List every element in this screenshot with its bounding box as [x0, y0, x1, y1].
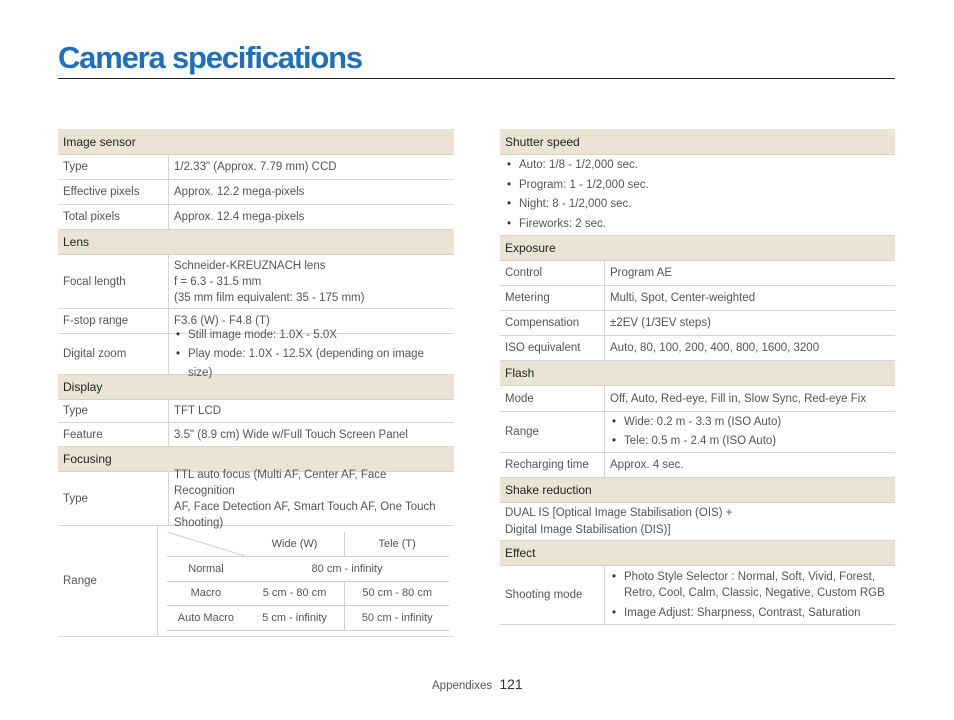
bullet-line: Retro, Cool, Calm, Classic, Negative, Custom RGB — [624, 587, 885, 599]
spec-row — [500, 261, 895, 286]
spec-value: ±2EV (1/3EV steps) — [610, 317, 711, 329]
range-table-row — [167, 582, 449, 607]
range-value: 5 cm - infinity — [262, 611, 327, 624]
spec-label: Focal length — [58, 255, 169, 308]
bullet-item: • Image Adjust: Sharpness, Contrast, Saturation — [610, 605, 890, 621]
value-line: (35 mm film equivalent: 35 - 175 mm) — [174, 291, 365, 304]
spec-row — [500, 311, 895, 336]
bullet-line: Photo Style Selector : Normal, Soft, Vivid, Forest, — [624, 571, 875, 583]
spec-label: Type — [58, 472, 169, 525]
bullet-item: • Play mode: 1.0X - 12.5X (depending on image size) — [174, 345, 449, 383]
range-table-corner — [167, 532, 245, 556]
range-value: 5 cm - 80 cm — [262, 587, 327, 600]
spec-row — [500, 286, 895, 311]
bullet-item — [610, 569, 890, 601]
spec-label: Range — [500, 412, 605, 452]
spec-label: Effective pixels — [58, 180, 169, 204]
spec-value — [169, 255, 454, 308]
bullet-list — [505, 156, 890, 234]
spec-value — [605, 566, 895, 624]
bullet-list — [174, 326, 449, 383]
spec-value: F3.6 (W) - F4.8 (T) — [174, 315, 270, 327]
spec-label: F-stop range — [58, 309, 169, 333]
section-header-shake-reduction: Shake reduction — [500, 478, 895, 503]
spec-value: Program AE — [610, 267, 672, 279]
bullet-item: • Night: 8 - 1/2,000 sec. — [505, 195, 890, 215]
page-title: Camera specifications — [58, 40, 362, 75]
spec-label: Feature — [58, 423, 169, 446]
range-col-tele: Tele (T) — [344, 532, 449, 556]
spec-row — [58, 526, 454, 637]
bullet-item: • Wide: 0.2 m - 3.3 m (ISO Auto) — [610, 413, 890, 432]
spec-row — [58, 328, 454, 379]
bullet-item: • Still image mode: 1.0X - 5.0X — [174, 326, 449, 345]
spec-value: Auto, 80, 100, 200, 400, 800, 1600, 3200 — [610, 342, 820, 354]
spec-value: 1/2.33" (Approx. 7.79 mm) CCD — [174, 161, 337, 173]
footer-section: Appendixes — [432, 680, 493, 692]
spec-value — [169, 468, 454, 529]
range-row-label: Auto Macro — [177, 611, 234, 624]
spec-label: Mode — [500, 386, 605, 411]
spec-label: ISO equivalent — [500, 336, 605, 360]
spec-value — [158, 526, 454, 636]
spec-row — [58, 400, 454, 423]
right-spec-table — [500, 129, 895, 625]
bullet-item: • Auto: 1/8 - 1/2,000 sec. — [505, 156, 890, 176]
spec-value — [169, 328, 454, 379]
section-header-focusing: Focusing — [58, 447, 454, 472]
spec-row — [58, 423, 454, 447]
spec-row — [500, 566, 895, 625]
section-header-display: Display — [58, 375, 454, 400]
spec-full-row — [500, 155, 895, 236]
spec-label: Compensation — [500, 311, 605, 335]
range-row-label: Macro — [190, 587, 222, 600]
spec-row — [500, 412, 895, 453]
value-line: DUAL IS [Optical Image Stabilisation (OIS) + — [505, 506, 733, 519]
spec-label: Type — [58, 400, 169, 422]
value-line: AF, Face Detection AF, Smart Touch AF, One Touch — [174, 500, 436, 513]
range-value: 80 cm - infinity — [311, 562, 383, 575]
spec-value: Off, Auto, Red-eye, Fill in, Slow Sync, Red-eye Fix — [610, 392, 867, 405]
value-line: Schneider-KREUZNACH lens — [174, 259, 326, 272]
spec-value: Approx. 12.4 mega-pixels — [174, 211, 305, 223]
range-row-label: Normal — [188, 562, 224, 575]
spec-row — [58, 155, 454, 180]
spec-value: 3.5" (8.9 cm) Wide w/Full Touch Screen Panel — [174, 428, 408, 441]
section-header-shutter-speed: Shutter speed — [500, 129, 895, 155]
range-value: 50 cm - infinity — [344, 606, 449, 630]
bullet-list — [610, 569, 890, 621]
title-rule — [58, 78, 895, 79]
spec-row — [58, 468, 454, 529]
spec-label: Type — [58, 155, 169, 179]
section-header-flash: Flash — [500, 361, 895, 386]
value-line: TTL auto focus (Multi AF, Center AF, Face Recognition — [174, 468, 387, 497]
bullet-item: • Program: 1 - 1/2,000 sec. — [505, 176, 890, 196]
spec-label: Range — [58, 526, 158, 636]
spec-label: Recharging time — [500, 453, 605, 477]
spec-value: Approx. 12.2 mega-pixels — [174, 186, 305, 198]
value-line: f = 6.3 - 31.5 mm — [174, 275, 262, 288]
spec-full-row — [500, 503, 895, 541]
page-number: 121 — [499, 676, 523, 692]
range-value: 50 cm - 80 cm — [344, 582, 449, 606]
spec-value: TFT LCD — [174, 405, 222, 417]
spec-label: Control — [500, 261, 605, 285]
section-header-exposure: Exposure — [500, 236, 895, 261]
range-table-row — [167, 557, 449, 582]
spec-row — [500, 336, 895, 361]
spec-value: Multi, Spot, Center-weighted — [610, 292, 756, 304]
bullet-item: • Tele: 0.5 m - 2.4 m (ISO Auto) — [610, 432, 890, 451]
spec-value: Approx. 4 sec. — [610, 459, 684, 471]
range-col-wide: Wide (W) — [271, 538, 318, 550]
range-table-row — [167, 606, 449, 631]
bullet-item: • Fireworks: 2 sec. — [505, 215, 890, 235]
spec-row — [58, 180, 454, 205]
spec-row — [58, 255, 454, 309]
spec-row — [58, 205, 454, 230]
value-line: Shooting) — [174, 516, 224, 529]
section-header-lens: Lens — [58, 230, 454, 255]
spec-label: Metering — [500, 286, 605, 310]
spec-row — [500, 386, 895, 412]
focus-range-table — [167, 532, 449, 631]
spec-label: Digital zoom — [58, 334, 169, 374]
spec-label: Total pixels — [58, 205, 169, 229]
spec-label: Shooting mode — [500, 566, 605, 624]
spec-row — [500, 453, 895, 478]
section-header-effect: Effect — [500, 541, 895, 566]
range-table-header — [167, 532, 449, 557]
bullet-list — [610, 413, 890, 451]
page-footer — [432, 676, 523, 692]
value-line: Digital Image Stabilisation (DIS)] — [505, 523, 671, 536]
spec-value — [605, 412, 895, 452]
diagonal-divider — [167, 532, 245, 556]
section-header-image-sensor: Image sensor — [58, 129, 454, 155]
left-spec-table — [58, 129, 454, 637]
